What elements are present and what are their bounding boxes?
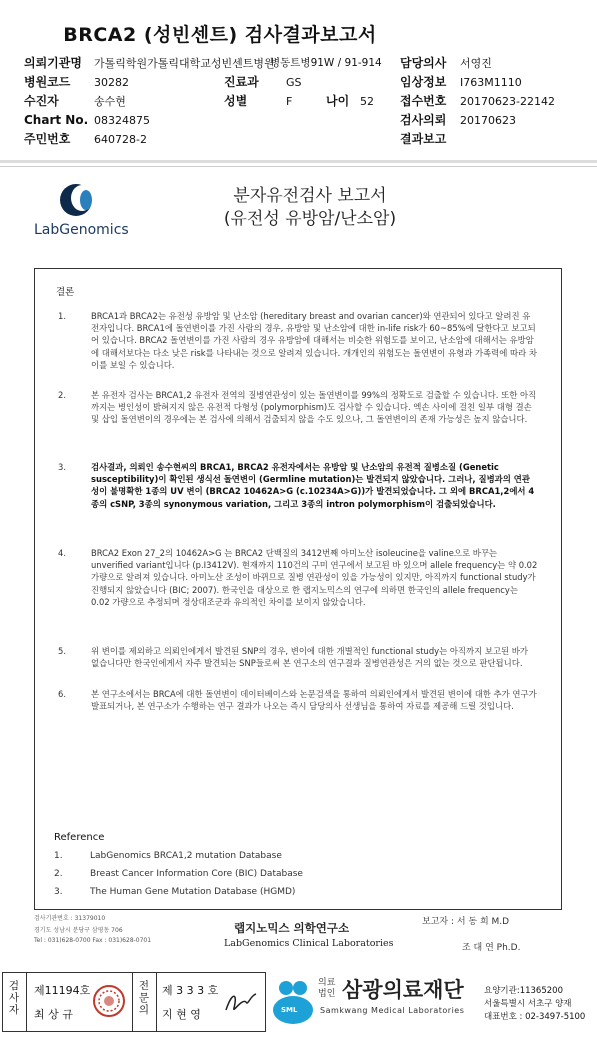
conclusion-label: 결론 <box>56 287 75 298</box>
rrn-label: 주민번호 <box>24 132 71 146</box>
divider <box>132 972 133 1032</box>
tester-label: 검사자 <box>8 980 20 1016</box>
org-name: 삼광의료재단 <box>342 978 464 1002</box>
specialist-license: 제 3 3 3 호 <box>162 984 219 997</box>
divider <box>0 166 597 167</box>
reference-text: The Human Gene Mutation Database (HGMD) <box>90 887 296 897</box>
chart-label: Chart No. <box>24 113 89 127</box>
doctor-value: 서영진 <box>460 57 492 70</box>
patient-label: 수진자 <box>24 94 59 108</box>
item-number: 1. <box>58 311 66 321</box>
reference-number: 2. <box>54 869 63 879</box>
reporter: 보고자 : 서 동 희 M.D <box>422 917 510 927</box>
specialist-name: 지 현 영 <box>162 1008 201 1021</box>
institution-label: 의뢰기관명 <box>24 56 82 70</box>
sex-value: F <box>286 95 293 108</box>
request-label: 검사의뢰 <box>400 113 447 127</box>
item-text: 본 유전자 검사는 BRCA1,2 유전자 전역의 질병연관성이 있는 돌연변이를 99%의 정확도로 검출할 수 있습니다. 또한 아직까지는 병인성이 밝혀지지 않은 유전적 다형성 (polymorphism)도 검사할 수 있습니다. 엑손 사이에 걸친 일부 대형 결손 및 삽입 돌연변이의 경우에는 본 검사에 의해서 검출되지 않을 수도 있으나, 그 돌연변이의 존재 가능성은 높지 않습니다. <box>91 390 537 425</box>
reviewer: 조 대 연 Ph.D. <box>462 943 521 953</box>
item-number: 6. <box>58 689 66 699</box>
clinical-value: I763M1110 <box>460 76 522 89</box>
signature-icon <box>222 988 262 1018</box>
item-text: 본 연구소에서는 BRCA에 대한 돌연변이 데이터베이스와 논문검색을 통하여 의뢰인에게서 발견된 변이에 대한 추가 연구가 발표되거나, 본 연구소가 수행하는 연구 결과가 나오는 즉시 담당의사 선생님을 통하여 자료를 제공해 드릴 것입니다. <box>91 689 537 712</box>
item-text: 위 변이를 제외하고 의뢰인에게서 발견된 SNP의 경우, 변이에 대한 개별적인 functional study는 아직까지 보고된 바가 없습니다만 한국인에게서 자주 발견되는 SNP들로써 본 연구소의 연구결과 질병연관성은 거의 없는 것으로 판단됩니다. <box>91 646 528 669</box>
tester-name: 최 상 규 <box>34 1008 73 1021</box>
request-value: 20170623 <box>460 114 516 127</box>
dept-label: 진료과 <box>224 75 259 89</box>
lab-name-en: LabGenomics Clinical Laboratories <box>224 938 394 949</box>
license-number: 검사기관번호 : 31379010 <box>34 915 106 922</box>
institution-value: 가톨릭학원가톨릭대학교성빈센트병원 <box>94 57 275 70</box>
dept-value: GS <box>286 76 302 89</box>
ward-value: 병동트병91W / 91-914 <box>270 57 382 69</box>
receipt-label: 접수번호 <box>400 94 447 108</box>
reference-text: Breast Cancer Information Core (BIC) Database <box>90 869 303 879</box>
org-name-en: Samkwang Medical Laboratories <box>320 1006 465 1015</box>
divider <box>26 972 27 1032</box>
age-label: 나이 <box>326 94 350 108</box>
dna-logo-icon <box>34 180 134 250</box>
item-number: 3. <box>58 462 66 472</box>
sex-label: 성별 <box>224 94 248 108</box>
org-prefix: 의료법인 <box>318 978 336 999</box>
item-number: 5. <box>58 646 66 656</box>
result-label: 결과보고 <box>400 132 447 146</box>
org-phone: 대표번호 : 02-3497-5100 <box>484 1012 586 1022</box>
hospital-code-label: 병원코드 <box>24 75 71 89</box>
item-number: 2. <box>58 390 66 400</box>
reference-text: LabGenomics BRCA1,2 mutation Database <box>90 851 282 861</box>
org-address: 서울특별시 서초구 양재 <box>484 999 572 1009</box>
item-text: 검사결과, 의뢰인 송수현씨의 BRCA1, BRCA2 유전자에서는 유방암 및 난소암의 유전적 질병소질 (Genetic susceptibility)이 확인된 생식선 돌연변이 (Germline mutation)는 발견되지 않았습니다. 그러나, 질병과의 연관성이 불명확한 1종의 UV 변이 (BRCA2 10462A>G (c.10234A>G))가 발견되었습니다. 그 외에 BRCA1,2에서 4종의 cSNP, 3종의 synonymous variation, 그리고 3종의 intron polymorphism이 검출되었습니다. <box>91 462 535 509</box>
hospital-code-value: 30282 <box>94 76 129 89</box>
lab-name-kr: 랩지노믹스 의학연구소 <box>234 921 350 935</box>
lab-phone: Tel : 031)628-0700 Fax : 031)628-0701 <box>34 937 152 944</box>
specialist-label: 전문의 <box>138 980 150 1016</box>
reference-number: 3. <box>54 887 63 897</box>
divider <box>156 972 157 1032</box>
patient-info <box>24 50 584 150</box>
logo-text: LabGenomics <box>34 222 129 238</box>
report-title-line1: 분자유전검사 보고서 <box>233 186 387 206</box>
sml-badge-text: SML <box>281 1006 298 1014</box>
seal-stamp-icon <box>92 984 126 1018</box>
labgenomics-logo <box>34 180 134 250</box>
item-text: BRCA2 Exon 27_2의 10462A>G 는 BRCA2 단백질의 3412번째 아미노산 isoleucine을 valine으로 바꾸는 unverified variant입니다 (p.I3412V). 현재까지 110건의 구미 연구에서 보고된 바 있으며 allele frequency는 약 0.02 가량으로 알려져 있습니다. 아미노산 조성이 바뀌므로 질병 연관성이 있을 가능성이 있지만, 아직까지 functional study가 진행되지 않았습니다 (BIC; 2007). 한국인을 대상으로 한 랩지노믹스의 연구에 의하면 한국인의 allele frequency는 0.02 가량으로 추정되며 정상대조군과 유의적인 차이를 보이지 않았습니다. <box>91 548 538 607</box>
chart-value: 08324875 <box>94 114 150 127</box>
reference-number: 1. <box>54 851 63 861</box>
clinical-label: 임상정보 <box>400 75 447 89</box>
age-value: 52 <box>360 95 374 108</box>
report-title-line2: (유전성 유방암/난소암) <box>223 209 397 229</box>
report-title <box>180 185 440 231</box>
item-number: 4. <box>58 548 66 558</box>
report-header-title: BRCA2 (성빈센트) 검사결과보고서 <box>63 24 377 46</box>
signature-bar <box>0 970 597 1040</box>
rrn-value: 640728-2 <box>94 133 147 146</box>
receipt-value: 20170623-22142 <box>460 95 555 108</box>
patient-value: 송수현 <box>94 95 126 108</box>
reference-label: Reference <box>54 832 105 843</box>
doctor-label: 담당의사 <box>400 56 447 70</box>
tester-license: 제11194호 <box>34 984 91 997</box>
sml-logo-icon <box>270 978 316 1026</box>
org-code: 요양기관:11365200 <box>484 986 563 996</box>
item-text: BRCA1과 BRCA2는 유전성 유방암 및 난소암 (hereditary breast and ovarian cancer)와 연관되어 있다고 알려진 유전자입니다. BRCA1에 돌연변이를 가진 사람의 경우, 유방암 및 난소암에 대한 in-life risk가 60~85%에 달한다고 보고되어 있습니다. BRCA2 돌연변이를 가진 사람의 경우 유방암에 대해서는 비슷한 위험도를 보이고, 난소암에 대해서는 유방암에 대해서보다는 다소 낮은 risk를 나타내는 것으로 알려져 있습니다. 개개인의 위험도는 돌연변이 유형과 가족력에 따라 차이를 보일 수 있습니다. <box>91 311 537 370</box>
divider <box>0 160 597 163</box>
lab-address: 경기도 성남시 분당구 삼평동 706 <box>34 927 123 934</box>
